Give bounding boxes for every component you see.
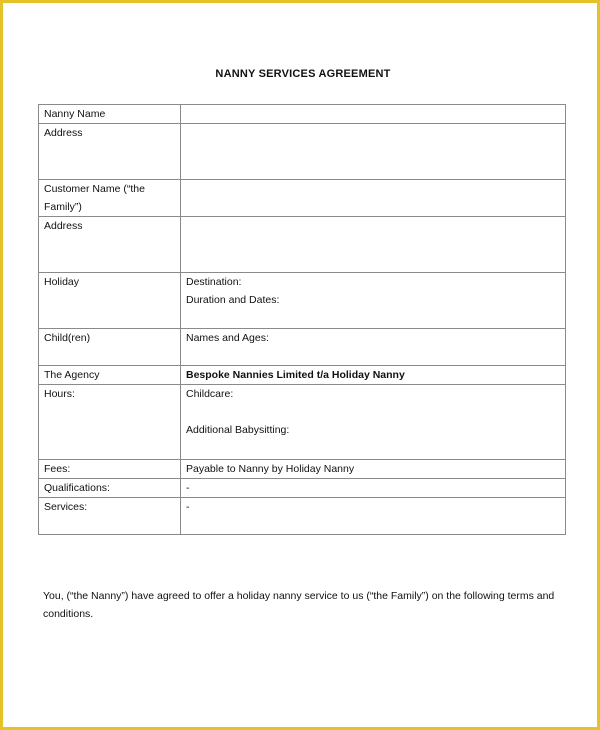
- label-nanny-name: Nanny Name: [39, 105, 181, 124]
- value-qualifications: -: [181, 479, 566, 498]
- hours-childcare: Childcare:: [186, 388, 234, 400]
- value-family-address[interactable]: [181, 217, 566, 273]
- row-family-address: [39, 217, 566, 273]
- row-nanny-name: [39, 105, 566, 124]
- row-children: [39, 329, 566, 366]
- label-customer-name: Customer Name (“the Family”): [39, 180, 181, 217]
- holiday-destination: Destination:: [186, 276, 242, 288]
- holiday-duration-dates: Duration and Dates:: [186, 294, 280, 306]
- hours-spacer: [186, 403, 560, 421]
- value-agency: Bespoke Nannies Limited t/a Holiday Nanny: [181, 366, 566, 385]
- row-fees: [39, 460, 566, 479]
- value-holiday[interactable]: [181, 273, 566, 329]
- row-agency: [39, 366, 566, 385]
- children-names-ages: Names and Ages:: [186, 332, 269, 344]
- row-hours: [39, 385, 566, 460]
- value-fees: Payable to Nanny by Holiday Nanny: [181, 460, 566, 479]
- value-customer-name[interactable]: [181, 180, 566, 217]
- label-children: Child(ren): [39, 329, 181, 366]
- intro-paragraph: You, (“the Nanny”) have agreed to offer a holiday nanny service to us (“the Family”) on the following terms and conditions.: [43, 590, 555, 620]
- agreement-table: [38, 104, 566, 535]
- row-services: [39, 498, 566, 535]
- label-fees: Fees:: [39, 460, 181, 479]
- row-holiday: [39, 273, 566, 329]
- document-title: NANNY SERVICES AGREEMENT: [215, 68, 391, 80]
- label-holiday: Holiday: [39, 273, 181, 329]
- hours-additional-babysitting: Additional Babysitting:: [186, 424, 290, 436]
- value-hours[interactable]: [181, 385, 566, 460]
- value-services: -: [181, 498, 566, 535]
- value-children[interactable]: [181, 329, 566, 366]
- row-qualifications: [39, 479, 566, 498]
- label-services: Services:: [39, 498, 181, 535]
- row-address: [39, 124, 566, 180]
- label-agency: The Agency: [39, 366, 181, 385]
- label-family-address: Address: [39, 217, 181, 273]
- value-address[interactable]: [181, 124, 566, 180]
- label-address: Address: [39, 124, 181, 180]
- label-qualifications: Qualifications:: [39, 479, 181, 498]
- label-hours: Hours:: [39, 385, 181, 460]
- row-customer-name: [39, 180, 566, 217]
- value-nanny-name[interactable]: [181, 105, 566, 124]
